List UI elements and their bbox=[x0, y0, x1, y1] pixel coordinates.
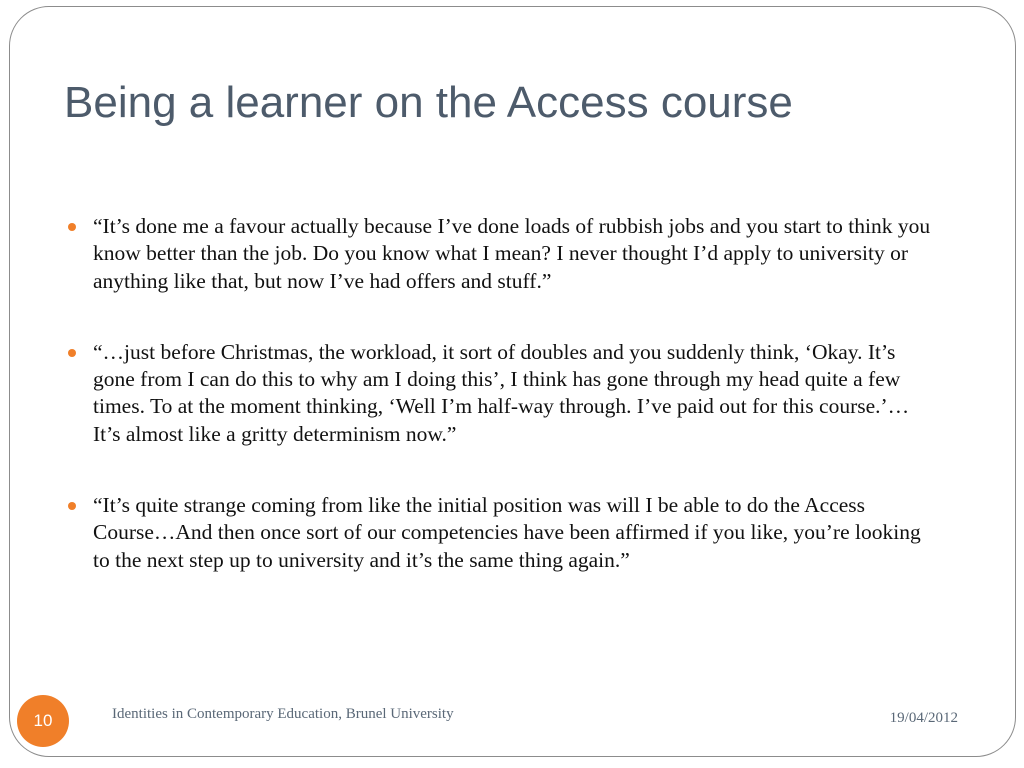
slide-title: Being a learner on the Access course bbox=[64, 78, 793, 127]
bullet-text: “…just before Christmas, the workload, it sort of doubles and you suddenly think, ‘Okay. It’s gone from I can do this to why am I doing this’, I think has gone through my head quite a few times. To at the moment thinking, ‘Well I’m half-way through. I’ve paid out for this course.’… It’s almost like a gritty determinism now.” bbox=[93, 339, 910, 446]
bullet-dot-icon bbox=[68, 502, 76, 510]
footer-date: 19/04/2012 bbox=[889, 710, 958, 726]
bullet-list bbox=[66, 213, 936, 618]
footer-text: Identities in Contemporary Education, Brunel University bbox=[112, 706, 454, 722]
bullet-item bbox=[66, 492, 936, 574]
bullet-dot-icon bbox=[68, 349, 76, 357]
bullet-dot-icon bbox=[68, 223, 76, 231]
page-number-badge: 10 bbox=[17, 695, 69, 747]
bullet-text: “It’s quite strange coming from like the initial position was will I be able to do the Access Course…And then once sort of our competencies have been affirmed if you like, you’re looking to the next step up to university and it’s the same thing again.” bbox=[93, 493, 921, 572]
bullet-text: “It’s done me a favour actually because I’ve done loads of rubbish jobs and you start to think you know better than the job. Do you know what I mean? I never thought I’d apply to university or anything like that, but now I’ve had offers and stuff.” bbox=[93, 214, 931, 293]
bullet-item bbox=[66, 213, 936, 295]
bullet-item bbox=[66, 339, 936, 448]
